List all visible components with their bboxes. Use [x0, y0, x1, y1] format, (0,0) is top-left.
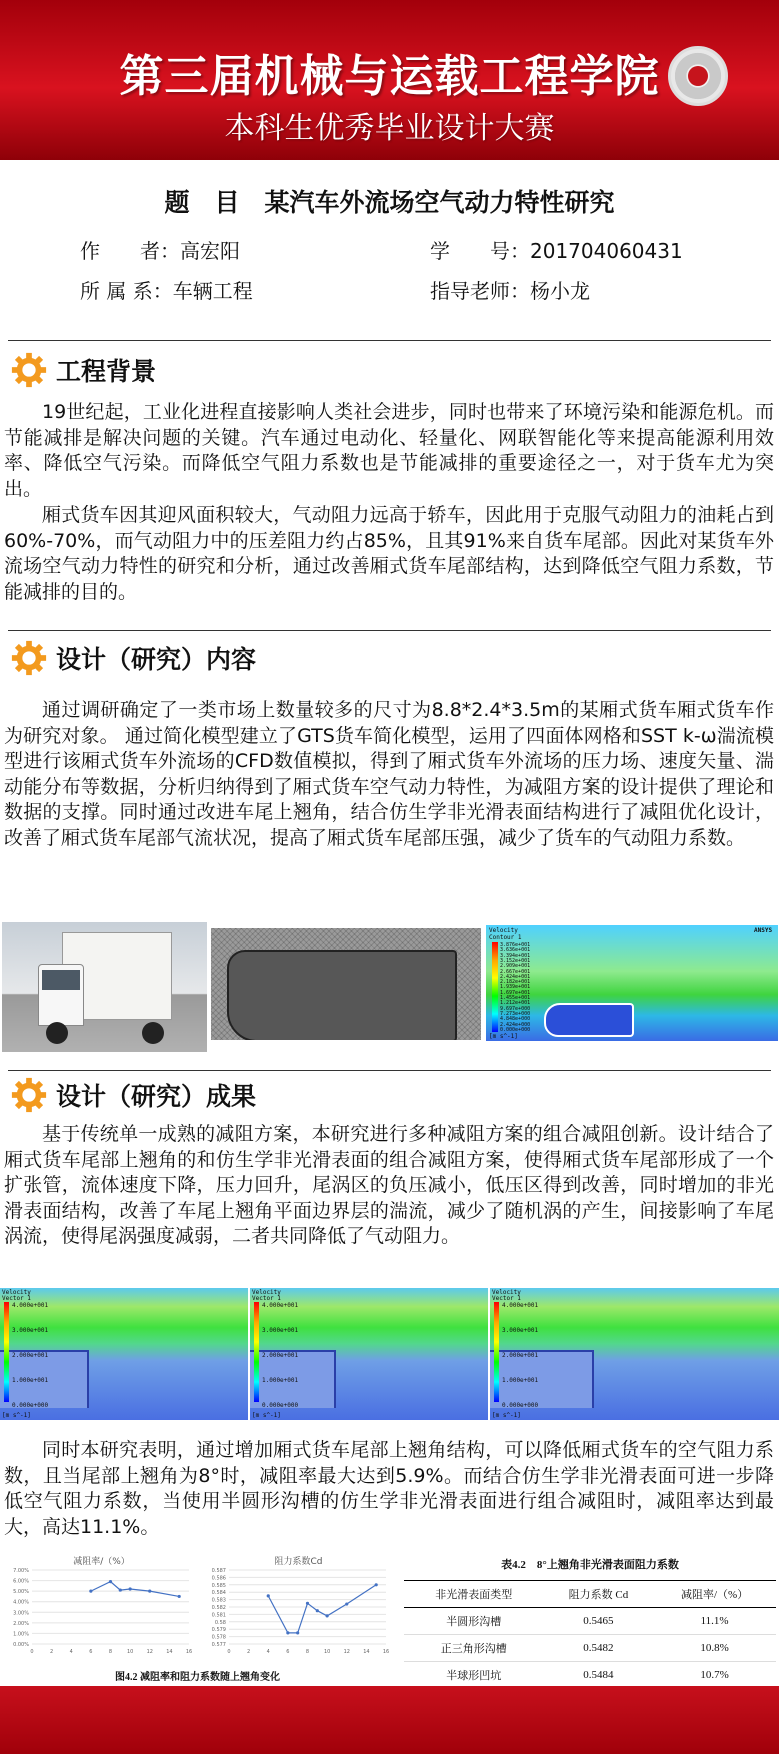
data-point [316, 1609, 319, 1612]
table-cell: 0.5465 [544, 1608, 654, 1635]
legend-title: Vector 1 [2, 1295, 31, 1302]
legend-value: 2.000e+001 [502, 1352, 539, 1359]
legend-value: 4.000e+001 [262, 1302, 299, 1309]
legend-value: 9.697e+000 [500, 1005, 531, 1012]
table-cell: 10.8% [653, 1635, 776, 1662]
section-content-heading [10, 638, 256, 678]
legend-title: Vector 1 [492, 1295, 521, 1302]
y-tick-label: 5.00% [13, 1589, 29, 1596]
data-point [129, 1587, 132, 1590]
table-cell: 0.5484 [544, 1662, 654, 1689]
paragraph: 同时本研究表明，通过增加厢式货车尾部上翘角结构，可以降低厢式货车的空气阻力系数，且当尾部上翘角为8°时，减阻率最大达到5.9%。而结合仿生学非光滑表面可进一步降低空气阻力系数，当使用半圆形沟槽的仿生学非光滑表面进行组合减阻时，减阻率达到最大，高达11.1%。 [4, 1439, 774, 1538]
legend-value: 4.000e+001 [502, 1302, 539, 1309]
paragraph: 19世纪起，工业化进程直接影响人类社会进步，同时也带来了环境污染和能源危机。而节能减排是解决问题的关键。汽车通过电动化、轻量化、网联智能化等来提高能源利用效率、降低空气污染。而降低空气阻力系数也是节能减排的重要途径之一，对于货车尤为突出。 [4, 401, 774, 500]
table-row [404, 1662, 776, 1689]
legend-value: 0.000e+000 [502, 1402, 539, 1409]
advisor-name: 杨小龙 [530, 279, 590, 303]
cfd-vector-image [0, 1288, 248, 1420]
legend-value: 2.000e+001 [262, 1352, 299, 1359]
legend-value: 2.424e+001 [500, 973, 531, 980]
legend-title: Velocity [252, 1289, 281, 1296]
x-tick-label: 4 [266, 1649, 270, 1655]
ansys-logo: ANSYS [754, 927, 773, 934]
legend-value: 3.636e+001 [500, 947, 531, 954]
legend-unit: [m s^-1] [489, 1033, 518, 1040]
y-tick-label: 6.00% [13, 1578, 29, 1585]
y-tick-label: 0.581 [211, 1612, 226, 1619]
data-point [345, 1602, 348, 1605]
data-point [148, 1590, 151, 1593]
x-tick-label: 12 [146, 1649, 153, 1655]
table-cell: 0.5482 [544, 1635, 654, 1662]
table-header: 阻力系数 Cd [544, 1581, 654, 1608]
paragraph: 通过调研确定了一类市场上数量较多的尺寸为8.8*2.4*3.5m的某厢式货车厢式货车作为研究对象。 通过简化模型建立了GTS货车简化模型，运用了四面体网格和SST k-ω湍流模型进行该厢式货车外流场的CFD数值模拟，得到了厢式货车外流场的压力场、速度矢量、湍动能分布等数据，分析归纳得到了厢式货车空气动力特性，为减阻方案的设计提供了理论和数据的支撑。同时通过改进车尾上翘角，结合仿生学非光滑表面结构进行了减阻优化设计，改善了厢式货车尾部气流状况，提高了厢式货车尾部压强，减少了货车的气动阻力系数。 [4, 699, 774, 849]
section-heading: 工程背景 [56, 357, 157, 386]
chart-title: 阻力系数Cd [274, 1557, 323, 1567]
legend-value: 1.000e+001 [502, 1377, 539, 1384]
author-row [80, 235, 240, 264]
legend-value: 4.000e+001 [12, 1302, 49, 1309]
legend-value: 0.000e+000 [12, 1402, 49, 1409]
legend-value: 1.000e+001 [262, 1377, 299, 1384]
gear-icon [10, 639, 48, 677]
cfd-vector-image [490, 1288, 779, 1420]
data-point [286, 1631, 289, 1634]
legend-value: 3.000e+001 [502, 1327, 539, 1334]
truck-photo [2, 922, 207, 1052]
section-heading: 设计（研究）内容 [56, 645, 257, 674]
section-background-heading [10, 350, 156, 390]
table-row [404, 1608, 776, 1635]
mesh-image [211, 928, 481, 1040]
x-tick-label: 10 [126, 1649, 134, 1655]
legend-value: 2.424e+000 [500, 1021, 531, 1028]
y-tick-label: 0.578 [211, 1634, 226, 1641]
legend-value: 2.000e+001 [12, 1352, 49, 1359]
table-header: 减阻率/（%） [653, 1581, 776, 1608]
y-tick-label: 0.587 [211, 1568, 226, 1574]
drag-table [404, 1580, 776, 1689]
section-results-heading [10, 1075, 256, 1115]
y-tick-label: 0.58 [214, 1619, 226, 1626]
y-tick-label: 0.00% [13, 1642, 29, 1648]
chart-drag-reduction [4, 1550, 199, 1660]
x-tick-label: 4 [69, 1649, 73, 1655]
cfd-contour-image [486, 925, 778, 1041]
y-tick-label: 0.577 [211, 1642, 226, 1648]
legend-title: Velocity [492, 1289, 521, 1296]
legend-unit: [m s^-1] [252, 1412, 281, 1419]
student-id-label: 学 号： [430, 239, 530, 263]
legend-value: 3.000e+001 [262, 1327, 299, 1334]
department-name: 车辆工程 [172, 279, 253, 303]
legend-value: 7.273e+000 [500, 1010, 531, 1017]
legend-unit: [m s^-1] [2, 1412, 31, 1419]
y-tick-label: 2.00% [13, 1620, 29, 1627]
legend-value: 2.667e+001 [500, 968, 531, 975]
gear-icon [10, 351, 48, 389]
legend-value: 0.000e+000 [262, 1402, 299, 1409]
y-tick-label: 0.583 [211, 1597, 226, 1604]
table-cell: 半球形凹坑 [404, 1662, 544, 1689]
x-tick-label: 14 [363, 1649, 370, 1655]
advisor-row [430, 275, 590, 304]
paragraph: 厢式货车因其迎风面积较大，气动阻力远高于轿车，因此用于克服气动阻力的油耗占到60%-70%，而气动阻力中的压差阻力约占85%，且其91%来自货车尾部。因此对某货车外流场空气动力特性的研究和分析，通过改善厢式货车尾部结构，达到降低空气阻力系数，节能减排的目的。 [4, 504, 774, 603]
y-tick-label: 0.584 [211, 1590, 226, 1597]
x-tick-label: 16 [382, 1649, 390, 1655]
data-point [119, 1588, 122, 1591]
chart-drag-coefficient [201, 1550, 396, 1660]
legend-value: 3.000e+001 [12, 1327, 49, 1334]
legend-value: 1.939e+001 [500, 984, 531, 991]
legend-value: 1.212e+001 [500, 1000, 531, 1007]
data-point [326, 1614, 329, 1617]
legend-title: Velocity [489, 927, 518, 934]
legend-value: 0.000e+000 [500, 1026, 531, 1033]
header-banner [0, 0, 779, 160]
y-tick-label: 4.00% [13, 1599, 29, 1606]
table-cell: 11.1% [653, 1608, 776, 1635]
table-cell: 半圆形沟槽 [404, 1608, 544, 1635]
legend-value: 1.000e+001 [12, 1377, 49, 1384]
legend-subtitle: Contour 1 [489, 934, 522, 941]
divider [8, 340, 771, 341]
y-tick-label: 7.00% [13, 1568, 29, 1574]
y-tick-label: 1.00% [13, 1631, 29, 1638]
gear-icon [10, 1076, 48, 1114]
footer-banner [0, 1686, 779, 1754]
legend-value: 1.697e+001 [500, 989, 531, 996]
x-tick-label: 0 [227, 1649, 231, 1655]
legend-value: 1.455e+001 [500, 995, 531, 1001]
series-line [91, 1582, 179, 1597]
school-logo-icon [668, 46, 728, 106]
divider [8, 630, 771, 631]
x-tick-label: 8 [108, 1649, 113, 1655]
section-heading: 设计（研究）成果 [56, 1082, 257, 1111]
x-tick-label: 2 [247, 1649, 251, 1655]
x-tick-label: 10 [323, 1649, 331, 1655]
competition-title: 第三届机械与运载工程学院 [119, 51, 660, 102]
x-tick-label: 12 [343, 1649, 350, 1655]
y-tick-label: 0.582 [211, 1605, 226, 1611]
data-point [109, 1580, 112, 1583]
table-cell: 正三角形沟槽 [404, 1635, 544, 1662]
data-point [296, 1631, 299, 1634]
competition-subtitle: 本科生优秀毕业设计大赛 [224, 111, 555, 146]
legend-title: Vector 1 [252, 1295, 281, 1302]
y-tick-label: 0.579 [211, 1627, 226, 1634]
figure-caption: 图4.2 减阻率和阻力系数随上翘角变化 [115, 1672, 280, 1683]
advisor-label: 指导老师： [430, 279, 530, 303]
legend-value: 2.909e+001 [500, 963, 531, 970]
paragraph: 基于传统单一成熟的减阻方案，本研究进行多种减阻方案的组合减阻创新。设计结合了厢式货车尾部上翘角的和仿生学非光滑表面的组合减阻方案，使得厢式货车尾部形成了一个扩张管，流体速度下降，压力回升，尾涡区的负压减小，低压区得到改善，同时增加的非光滑表面结构，改善了车尾上翘角平面边界层的湍流，减少了随机涡的产生，间接影响了车尾涡流，使得尾涡强度减弱，二者共同降低了气动阻力。 [4, 1123, 774, 1247]
x-tick-label: 14 [166, 1649, 173, 1655]
department-label: 所 属 系： [80, 279, 173, 303]
data-point [267, 1594, 270, 1597]
data-point [375, 1583, 378, 1586]
cfd-vector-image [250, 1288, 488, 1420]
student-id: 201704060431 [530, 239, 683, 263]
legend-value: 3.152e+001 [500, 957, 531, 964]
legend-unit: [m s^-1] [492, 1412, 521, 1419]
x-tick-label: 2 [50, 1649, 54, 1655]
project-title: 题 目 某汽车外流场空气动力特性研究 [164, 188, 615, 217]
legend-value: 2.182e+001 [500, 979, 531, 986]
x-tick-label: 6 [286, 1649, 290, 1655]
y-tick-label: 3.00% [13, 1610, 29, 1617]
table-caption: 表4.2 8°上翘角非光滑表面阻力系数 [501, 1559, 679, 1571]
x-tick-label: 8 [305, 1649, 310, 1655]
x-tick-label: 16 [185, 1649, 193, 1655]
legend-title: Velocity [2, 1289, 31, 1296]
x-tick-label: 0 [30, 1649, 34, 1655]
y-tick-label: 0.585 [211, 1582, 226, 1589]
y-tick-label: 0.586 [211, 1575, 226, 1582]
chart-title: 减阻率/（%） [73, 1557, 130, 1567]
author-label: 作 者： [80, 239, 180, 263]
table-cell: 10.7% [653, 1662, 776, 1689]
data-point [306, 1602, 309, 1605]
x-tick-label: 6 [89, 1649, 93, 1655]
department-row [80, 275, 253, 304]
data-point [89, 1590, 92, 1593]
legend-value: 3.394e+001 [500, 952, 531, 959]
author-name: 高宏阳 [180, 239, 240, 263]
table-header: 非光滑表面类型 [404, 1581, 544, 1608]
legend-value: 3.876e+001 [500, 942, 531, 948]
data-point [178, 1595, 181, 1598]
legend-value: 4.848e+000 [500, 1016, 531, 1023]
table-row [404, 1635, 776, 1662]
student-id-row [430, 235, 683, 264]
divider [8, 1070, 771, 1071]
